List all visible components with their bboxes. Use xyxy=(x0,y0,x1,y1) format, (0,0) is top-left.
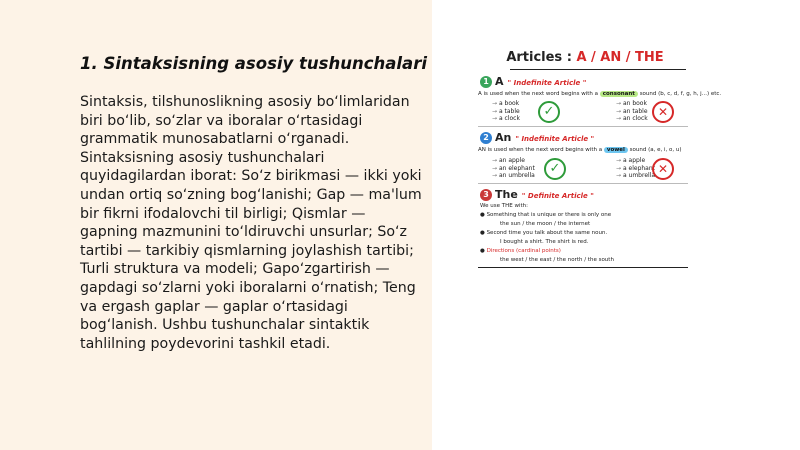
title-underline xyxy=(510,69,686,70)
section-a-bad-examples xyxy=(616,100,648,123)
section-an-rule-suffix: sound (a, e, i, o, u) xyxy=(629,147,682,153)
section-an-rule-text: AN is used when the next word begins with a xyxy=(478,147,603,153)
section-a-good-examples xyxy=(492,100,520,123)
cross-icon: ✕ xyxy=(652,101,674,123)
example-item: → a elephant xyxy=(616,165,655,173)
slide-body: Sintaksis, tilshunoslikning asosiy bo‘limlaridan biri bo‘lib, so‘zlar va iboralar o‘rtasidagi grammatik munosabatlarni o‘rganadi. Sintaksisning asosiy tushunchalari quyidagilardan iborat: So‘z birikmasi — ikki yoki undan ortiq so‘zning bog‘lanishi; Gap — ma'lum bir fikrni ifodalovchi til birligi; Qismlar — gapning mazmunini to‘ldiruvchi unsurlar; So‘z tartibi — tarkibiy qismlarning joylashish tartibi; Turli struktura va modeli; Gapo‘zgartirish — gapdagi so‘zlarni yoki iboralarni o‘rnatish; Teng va ergash gaplar — gaplar o‘rtasidagi bog‘lanish. Ushbu tushunchalar sintaktik tahlilning poydevorini tashkil etadi. xyxy=(80,94,422,352)
section-an-subtitle: " Indefinite Article " xyxy=(515,135,595,143)
example-item: → a table xyxy=(492,108,520,116)
section-a-rule-suffix: sound (b, c, d, f, g, h, j...) etc. xyxy=(639,91,722,97)
section-the-subtitle: " Definite Article " xyxy=(521,192,594,200)
example-item: → an table xyxy=(616,108,648,116)
section-a-letter: A xyxy=(495,75,504,88)
cross-icon: ✕ xyxy=(652,158,674,180)
section-the-bullet-1: ● Something that is unique or there is only one xyxy=(480,212,612,218)
example-item: → a clock xyxy=(492,115,520,123)
section-the-example-3: the west / the east / the north / the south xyxy=(500,257,614,263)
check-icon: ✓ xyxy=(538,101,560,123)
section-a-heading xyxy=(495,75,586,88)
bullet-text: Something that is unique or there is only one xyxy=(486,212,612,218)
slide-heading: 1. Sintaksisning asosiy tushunchalari xyxy=(80,54,427,73)
section-a-badge: 1 xyxy=(480,76,492,88)
section-an-good-examples xyxy=(492,157,535,180)
section-the-bullet-2: ● Second time you talk about the same noun. xyxy=(480,230,608,236)
check-icon: ✓ xyxy=(544,158,566,180)
section-an-heading xyxy=(495,131,594,144)
section-the-intro: We use THE with: xyxy=(480,203,528,209)
section-the-badge: 3 xyxy=(480,189,492,201)
section-the-example-2: I bought a shirt. The shirt is red. xyxy=(500,239,589,245)
example-item: → an clock xyxy=(616,115,648,123)
section-the-bullet-3: ● Directions (cardinal points) xyxy=(480,248,561,254)
bottom-rule xyxy=(478,267,688,268)
example-item: → an apple xyxy=(492,157,535,165)
articles-infographic xyxy=(470,46,722,276)
section-an-badge: 2 xyxy=(480,132,492,144)
section-an-rule xyxy=(478,147,682,153)
example-item: → a book xyxy=(492,100,520,108)
section-a-rule-highlight: consonant xyxy=(600,91,638,97)
section-the-example-1: the sun / the moon / the internet xyxy=(500,221,591,227)
section-divider xyxy=(478,126,688,127)
section-a-rule-text: A is used when the next word begins with a xyxy=(478,91,598,97)
bullet-text: Second time you talk about the same noun. xyxy=(486,230,608,236)
section-divider xyxy=(478,183,688,184)
section-an-rule-highlight: vowel xyxy=(604,147,628,153)
infographic-title xyxy=(470,50,700,65)
section-an-letter: An xyxy=(495,131,512,144)
example-item: → a umbrella xyxy=(616,172,655,180)
section-an-bad-examples xyxy=(616,157,655,180)
example-item: → a apple xyxy=(616,157,655,165)
example-item: → an book xyxy=(616,100,648,108)
section-a-subtitle: " Indefinite Article " xyxy=(507,79,587,87)
infographic-title-prefix: Articles : xyxy=(506,50,577,65)
infographic-title-highlight: A / AN / THE xyxy=(576,50,664,65)
section-the-heading xyxy=(495,188,594,201)
section-a-rule xyxy=(478,91,721,97)
example-item: → an umbrella xyxy=(492,172,535,180)
example-item: → an elephant xyxy=(492,165,535,173)
section-the-letter: The xyxy=(495,188,518,201)
bullet-text: Directions (cardinal points) xyxy=(486,248,561,254)
